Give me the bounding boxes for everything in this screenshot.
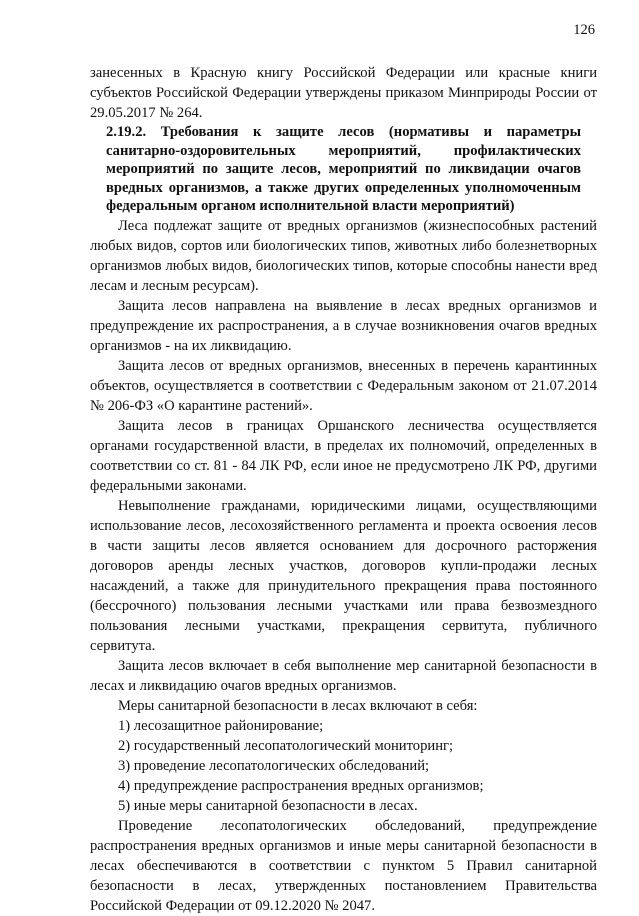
paragraph: Защита лесов в границах Оршанского лесничества осуществляется органами государственной власти, в пределах их полномочий, определенных в соответствии со ст. 81 - 84 ЛК РФ, если иное не предусмотрено ЛК РФ, другими федеральными законами.	[90, 417, 597, 494]
document-body	[90, 63, 597, 916]
paragraph: Защита лесов включает в себя выполнение мер санитарной безопасности в лесах и ликвидацию очагов вредных организмов.	[90, 657, 597, 694]
paragraph: Меры санитарной безопасности в лесах включают в себя:	[118, 697, 478, 714]
list-item: 1) лесозащитное районирование;	[118, 717, 324, 734]
paragraph: Защита лесов от вредных организмов, внесенных в перечень карантинных объектов, осуществляется в соответствии с Федеральным законом от 21.07.2014 № 206-ФЗ «О карантине растений».	[90, 357, 597, 414]
paragraph: Леса подлежат защите от вредных организмов (жизнеспособных растений любых видов, сортов или биологических типов, животных либо болезнетворных организмов любых видов, биологических типов, которые способны нанести вред лесам и лесным ресурсам).	[90, 217, 597, 294]
list-item: 3) проведение лесопатологических обследований;	[118, 757, 430, 774]
paragraph: Невыполнение гражданами, юридическими лицами, осуществляющими использование лесов, лесохозяйственного регламента и проекта освоения лесов в части защиты лесов является основанием для досрочного расторжения договоров аренды лесных участков, договоров купли-продажи лесных насаждений, а также для принудительного прекращения права постоянного (бессрочного) пользования лесными участками или права безвозмездного пользования лесными участками, прекращения сервитута, публичного сервитута.	[90, 497, 597, 654]
intro-paragraph: занесенных в Красную книгу Российской Федерации или красные книги субъектов Российской Федерации утверждены приказом Минприроды России от 29.05.2017 № 264.	[90, 65, 597, 121]
list-item: 4) предупреждение распространения вредных организмов;	[118, 777, 484, 794]
section-heading: 2.19.2. Требования к защите лесов (нормативы и параметры санитарно-оздоровительных мероприятий, профилактических мероприятий по защите лесов, мероприятий по ликвидации очагов вредных организмов, а также других определенных уполномоченным федеральным органом исполнительной власти мероприятий)	[106, 124, 581, 214]
list-item: 5) иные меры санитарной безопасности в лесах.	[118, 797, 418, 814]
closing-paragraph: Проведение лесопатологических обследований, предупреждение распространения вредных организмов и иные меры санитарной безопасности в лесах обеспечиваются в соответствии с пунктом 5 Правил санитарной безопасности в лесах, утвержденных постановлением Правительства Российской Федерации от 09.12.2020 № 2047.	[90, 817, 597, 914]
page-number: 126	[573, 22, 595, 38]
list-item: 2) государственный лесопатологический мониторинг;	[118, 737, 454, 754]
paragraph: Защита лесов направлена на выявление в лесах вредных организмов и предупреждение их распространения, а в случае возникновения очагов вредных организмов - на их ликвидацию.	[90, 297, 597, 354]
